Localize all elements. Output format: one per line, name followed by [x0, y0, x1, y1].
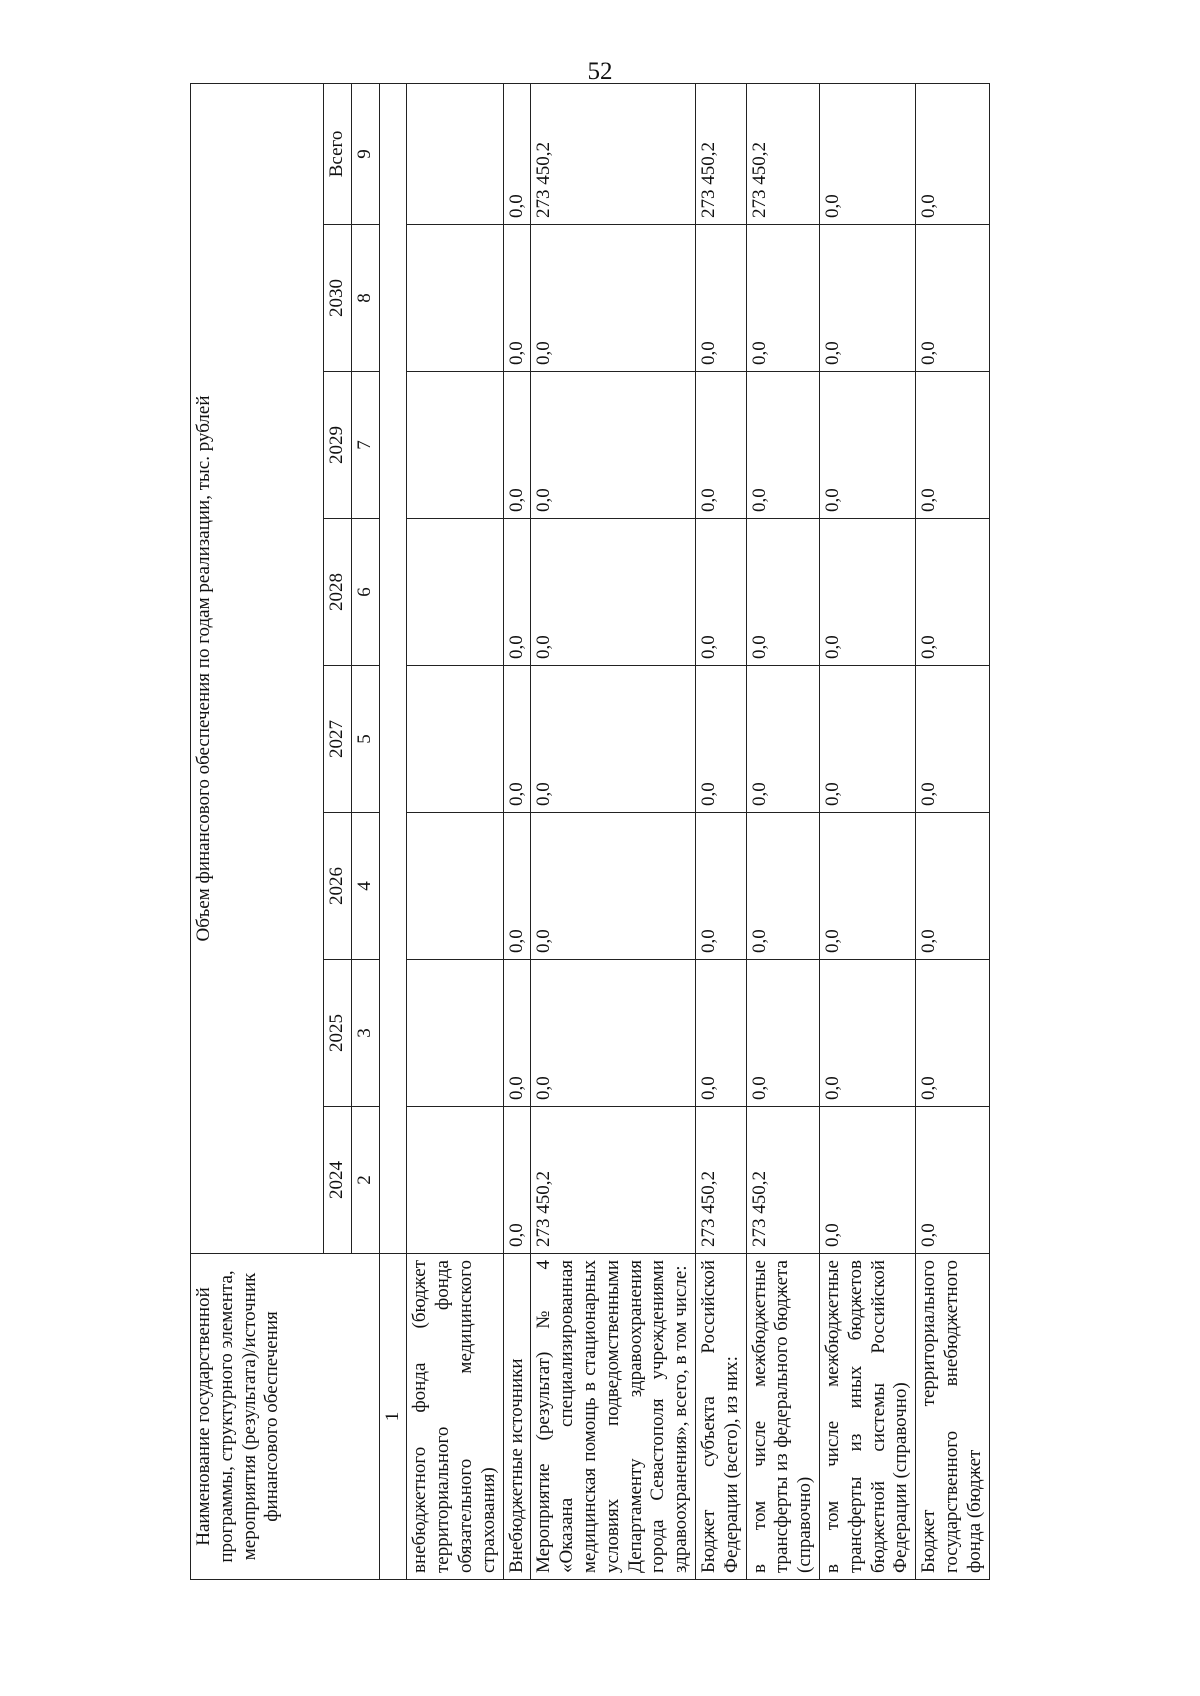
row-name-cell: в том числе межбюджетные трансферты из иных бюджетов бюджетной системы Российской Федерации (справочно): [819, 1254, 915, 1580]
value-cell: 0,0: [819, 1107, 915, 1254]
value-cell: [407, 1107, 503, 1254]
value-cell: 0,0: [531, 666, 696, 813]
value-cell: [407, 372, 503, 519]
value-cell: 0,0: [503, 1107, 531, 1254]
column-index-cell: 4: [351, 813, 379, 960]
value-cell: 0,0: [503, 225, 531, 372]
value-cell: 0,0: [531, 519, 696, 666]
value-cell: 0,0: [746, 960, 819, 1107]
table-row: [503, 83, 531, 1579]
column-index-cell: 6: [351, 519, 379, 666]
column-index-cell: 2: [351, 1107, 379, 1254]
table-row: [746, 83, 819, 1579]
value-cell: 0,0: [819, 372, 915, 519]
value-cell: 0,0: [531, 960, 696, 1107]
value-cell: 0,0: [916, 813, 989, 960]
value-cell: 0,0: [695, 225, 746, 372]
row-name-cell: Бюджет территориального государственного внебюджетного фонда (бюджет: [916, 1254, 989, 1580]
value-cell: 273 450,2: [695, 1107, 746, 1254]
value-cell: 0,0: [916, 225, 989, 372]
header-name-cell: Наименование государственной программы, структурного элемента, мероприятия (результата)/источник финансового обеспечения: [191, 1254, 380, 1580]
table-row: [695, 83, 746, 1579]
header-row: [191, 83, 324, 1579]
column-index-cell: 3: [351, 960, 379, 1107]
year-cell: 2028: [324, 519, 352, 666]
value-cell: 0,0: [746, 813, 819, 960]
column-index-cell: 5: [351, 666, 379, 813]
row-name-cell: в том числе межбюджетные трансферты из федерального бюджета (справочно): [746, 1254, 819, 1580]
value-cell: 0,0: [503, 519, 531, 666]
year-cell: 2025: [324, 960, 352, 1107]
value-cell: [407, 813, 503, 960]
value-cell: 0,0: [531, 813, 696, 960]
year-cell: 2026: [324, 813, 352, 960]
name-index-row: [379, 83, 407, 1579]
value-cell: 0,0: [746, 225, 819, 372]
value-cell: 273 450,2: [746, 1107, 819, 1254]
rotated-table-container: [190, 120, 1080, 1580]
table-row: [407, 83, 503, 1579]
value-cell: [407, 225, 503, 372]
value-cell: 0,0: [819, 666, 915, 813]
value-cell: 273 450,2: [695, 83, 746, 224]
value-cell: 0,0: [916, 372, 989, 519]
value-cell: 0,0: [503, 83, 531, 224]
table-row: [531, 83, 696, 1579]
value-cell: 0,0: [916, 83, 989, 224]
value-cell: [407, 83, 503, 224]
total-header-cell: Всего: [324, 83, 352, 224]
value-cell: 0,0: [503, 960, 531, 1107]
value-cell: 0,0: [746, 519, 819, 666]
row-name-cell: Бюджет субъекта Российской Федерации (всего), из них:: [695, 1254, 746, 1580]
value-cell: [407, 960, 503, 1107]
value-cell: 0,0: [746, 372, 819, 519]
row-name-cell: Внебюджетные источники: [503, 1254, 531, 1580]
table-row: [916, 83, 989, 1579]
column-index-cell: 8: [351, 225, 379, 372]
value-cell: 0,0: [531, 225, 696, 372]
header-volume-cell: Объем финансового обеспечения по годам реализации, тыс. рублей: [191, 83, 324, 1253]
value-cell: 0,0: [819, 83, 915, 224]
value-cell: 0,0: [819, 519, 915, 666]
value-cell: 0,0: [916, 666, 989, 813]
year-cell: 2027: [324, 666, 352, 813]
value-cell: 0,0: [916, 960, 989, 1107]
value-cell: 0,0: [503, 813, 531, 960]
value-cell: 0,0: [695, 519, 746, 666]
page-number: 52: [587, 58, 613, 85]
row-name-cell: внебюджетного фонда (бюджет территориального фонда обязательного медицинского страхования): [407, 1254, 503, 1580]
value-cell: 0,0: [531, 372, 696, 519]
table-row: [819, 83, 915, 1579]
value-cell: 0,0: [695, 666, 746, 813]
value-cell: 0,0: [819, 225, 915, 372]
value-cell: [407, 666, 503, 813]
financing-table: [190, 83, 990, 1580]
row-name-cell: Мероприятие (результат) № 4 «Оказана специализированная медицинская помощь в стационарных условиях подведомственными Департаменту здравоохранения города Севастополя учреждениями здравоохранения», всего, в том числе:: [531, 1254, 696, 1580]
value-cell: 0,0: [695, 372, 746, 519]
value-cell: 0,0: [819, 813, 915, 960]
value-cell: 0,0: [695, 960, 746, 1107]
value-cell: 0,0: [695, 813, 746, 960]
column-index-cell: 9: [351, 83, 379, 224]
value-cell: 273 450,2: [531, 1107, 696, 1254]
value-cell: 0,0: [746, 666, 819, 813]
blank-cell: [379, 83, 407, 1253]
value-cell: 0,0: [819, 960, 915, 1107]
year-cell: 2029: [324, 372, 352, 519]
column-index-cell: 7: [351, 372, 379, 519]
value-cell: 0,0: [503, 372, 531, 519]
value-cell: 0,0: [503, 666, 531, 813]
column-index-cell: 1: [379, 1254, 407, 1580]
value-cell: 273 450,2: [746, 83, 819, 224]
year-cell: 2024: [324, 1107, 352, 1254]
value-cell: [407, 519, 503, 666]
value-cell: 273 450,2: [531, 83, 696, 224]
value-cell: 0,0: [916, 519, 989, 666]
value-cell: 0,0: [916, 1107, 989, 1254]
year-cell: 2030: [324, 225, 352, 372]
